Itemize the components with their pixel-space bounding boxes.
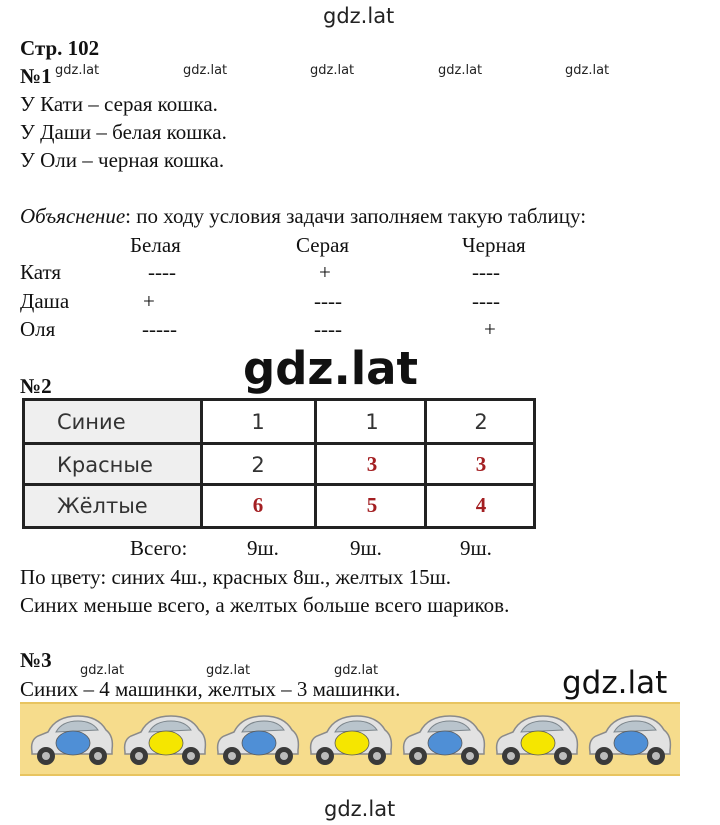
task1-line: У Кати – серая кошка. <box>20 92 218 116</box>
total-value: 9ш. <box>247 536 279 560</box>
explanation-text: : по ходу условия задачи заполняем такую таблицу: <box>125 204 587 228</box>
row-name: Оля <box>20 317 56 341</box>
yellow-car <box>305 710 395 770</box>
yellow-car <box>119 710 209 770</box>
row-cell: ---- <box>314 317 342 341</box>
table-divider <box>25 483 533 486</box>
table-cell: 1 <box>251 409 265 434</box>
explanation-label: Объяснение <box>20 204 126 228</box>
blue-car <box>584 710 674 770</box>
table-row-label: Красные <box>25 444 201 485</box>
row-name: Даша <box>20 289 70 313</box>
task2-number: №2 <box>20 374 52 398</box>
task1-line: У Даши – белая кошка. <box>20 120 227 144</box>
task1-number: №1 <box>20 64 52 88</box>
header-black: Черная <box>462 233 526 257</box>
total-label: Всего: <box>130 536 188 560</box>
row-cell: + <box>484 317 496 341</box>
watermark-small: gdz.lat <box>80 663 125 678</box>
task3-text: Синих – 4 машинки, желтых – 3 машинки. <box>20 677 401 701</box>
row-cell: ---- <box>472 289 500 313</box>
table-row <box>25 485 533 526</box>
total-value: 9ш. <box>460 536 492 560</box>
blue-car <box>212 710 302 770</box>
row-cell: + <box>319 260 331 284</box>
table-divider <box>25 442 533 445</box>
row-cell: ----- <box>142 317 177 341</box>
row-cell: + <box>143 289 155 313</box>
total-value: 9ш. <box>350 536 382 560</box>
watermark-small: gdz.lat <box>565 63 610 78</box>
table-cell-answer: 3 <box>475 452 487 476</box>
table-divider <box>424 401 427 526</box>
yellow-car <box>491 710 581 770</box>
watermark-small: gdz.lat <box>334 663 379 678</box>
watermark-small: gdz.lat <box>310 63 355 78</box>
watermark-small: gdz.lat <box>55 63 100 78</box>
balls-table <box>22 398 536 529</box>
header-white: Белая <box>130 233 181 257</box>
task1-line: У Оли – черная кошка. <box>20 148 225 172</box>
page-heading: Стр. 102 <box>20 36 100 60</box>
table-row <box>25 444 533 485</box>
table-divider <box>314 401 317 526</box>
table-row-label: Синие <box>25 401 201 442</box>
task2-conclusion: Синих меньше всего, а желтых больше всего шариков. <box>20 593 510 617</box>
watermark-top: gdz.lat <box>323 4 395 28</box>
table-cell-answer: 5 <box>366 493 378 517</box>
row-cell: ---- <box>314 289 342 313</box>
table-cell: 2 <box>474 409 488 434</box>
row-name: Катя <box>20 260 62 284</box>
watermark-big: gdz.lat <box>243 342 419 395</box>
table-cell-answer: 6 <box>252 493 264 517</box>
blue-car <box>26 710 116 770</box>
watermark-big: gdz.lat <box>562 665 668 701</box>
table-divider <box>200 401 203 526</box>
watermark-small: gdz.lat <box>438 63 483 78</box>
table-cell: 2 <box>251 452 265 477</box>
table-row-label: Жёлтые <box>25 485 201 526</box>
explanation <box>20 206 586 227</box>
blue-car <box>398 710 488 770</box>
header-gray: Серая <box>296 233 350 257</box>
watermark-bottom: gdz.lat <box>324 797 396 821</box>
row-cell: ---- <box>472 260 500 284</box>
table-cell-answer: 3 <box>366 452 378 476</box>
row-cell: ---- <box>148 260 176 284</box>
watermark-small: gdz.lat <box>206 663 251 678</box>
table-cell: 1 <box>365 409 379 434</box>
cars-picture <box>20 702 680 776</box>
table-row <box>25 401 533 442</box>
task2-summary: По цвету: синих 4ш., красных 8ш., желтых 15ш. <box>20 565 452 589</box>
task3-number: №3 <box>20 648 52 672</box>
table-cell-answer: 4 <box>475 493 487 517</box>
watermark-small: gdz.lat <box>183 63 228 78</box>
